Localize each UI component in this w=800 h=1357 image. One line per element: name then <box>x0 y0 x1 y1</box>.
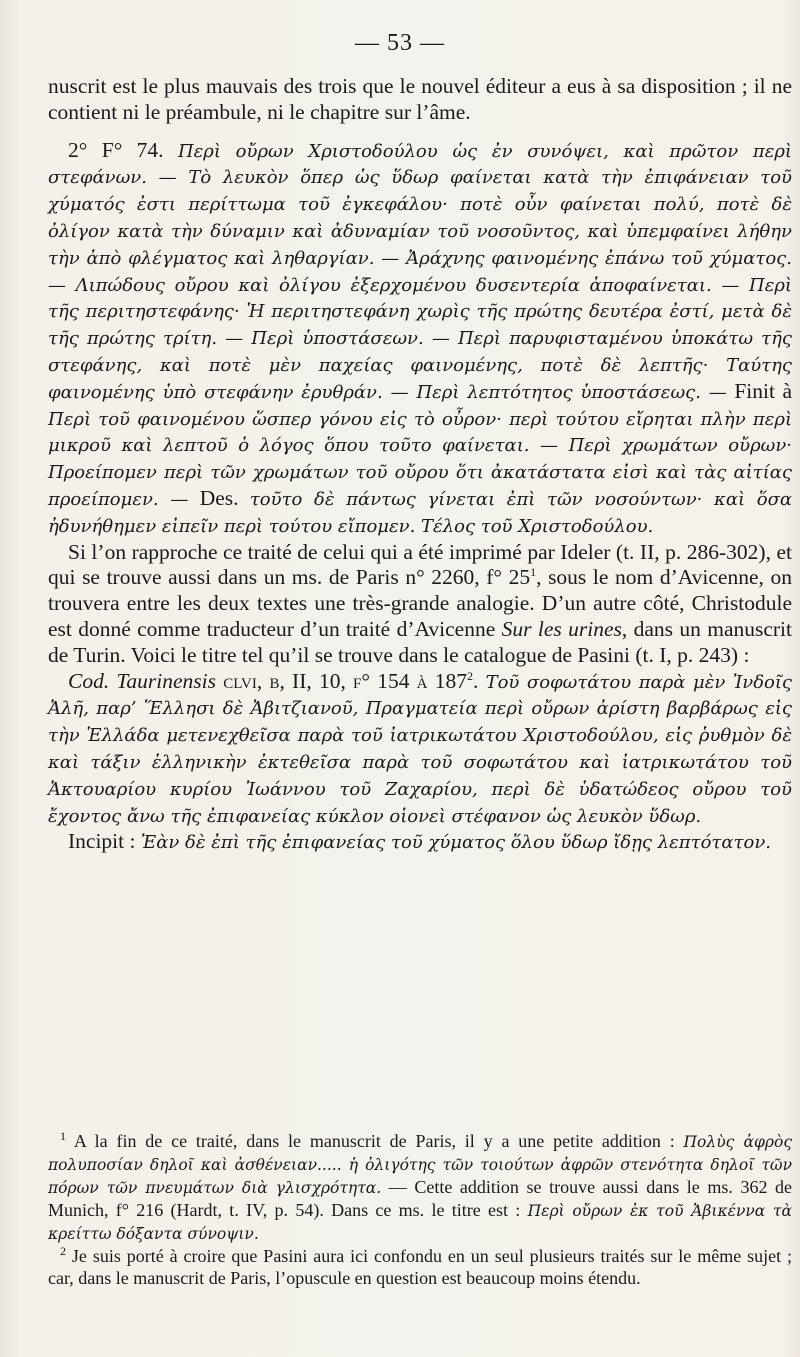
des-label: Des. <box>199 485 239 510</box>
greek-passage-2: Περὶ τοῦ φαινομένου ὥσπερ γόνου εἰς τὸ οὖρον· περὶ τούτου εἴρηται πλὴν περὶ μικροῦ καὶ λεπτοῦ ὁ λόγος ὅπου τοῦτο φαίνεται. — Περὶ χρωμάτων οὔρων· Προείπομεν περὶ τῶν χρωμάτων τοῦ οὔρου ὅτι ἀκατάστατα εἰσὶ καὶ τὰς αἰτίας προείπομεν. — <box>48 408 792 510</box>
greek-passage-1: Περὶ οὔρων Χριστοδούλου ὡς ἐν συνόψει, καὶ πρῶτον περὶ στεφάνων. — Τὸ λευκὸν ὅπερ ὡς ὕδωρ φαίνεται κατὰ τὴν ἐπιφάνειαν τοῦ χύματός ἐστι περίττωμα τοῦ ἐγκεφάλου· ποτὲ οὖν φαίνεται πολύ, ποτὲ δὲ ὀλίγον κατὰ τὴν δύναμιν καὶ ἀδυναμίαν τοῦ νοσοῦντος, καὶ ὑπεμφαίνει λήθην τὴν ἀπὸ φλέγματος καὶ ληθαργίαν. — Ἀράχνης φαινομένης ἐπάνω τοῦ χύματος. — Λιπώδους οὔρου καὶ ὀλίγου ἐξερχομένου δυσεντερία ἀποφαίνεται. — Περὶ τῆς περιτηστεφάνης· Ἡ περιτηστεφάνη χωρὶς τῆς πρώτης δευτέρα ἐστί, μετὰ δὲ τῆς πρώτης τρίτη. — Περὶ ὑποστάσεων. — Περὶ παρυφισταμένου ὑποκάτω τῆς στεφάνης, καὶ ποτὲ μὲν παχείας φαινομένης, ποτὲ δὲ λεπτῆς· Ταύτης φαινομένης ὑπὸ στεφάνην ἐρυθράν. — Περὶ λεπτότητος ὑποστάσεως. — <box>48 140 792 403</box>
footnote-1-number: 1 <box>60 1129 66 1143</box>
comparison-text-c: , dans un manuscrit de Turin. Voici le titre tel qu’il se trouve dans le catalogue de Pasini (t. I, p. 243) : <box>48 616 793 667</box>
paragraph-comparison <box>48 540 792 669</box>
footnotes <box>48 1130 792 1289</box>
comparison-text-b: , sous le nom d’Avicenne, on trouvera entre les deux textes une très-grande analogie. D’un autre côté, Christodule est donné comme traducteur d’un traité d’Avicenne <box>48 565 792 641</box>
footnote-1-text-a: A la fin de ce traité, dans le manuscrit de Paris, il y a une petite addition : <box>73 1131 675 1151</box>
page-number: — 53 — <box>355 30 445 56</box>
footnote-ref-2: 2 <box>466 668 473 683</box>
codex-greek-title: Τοῦ σοφωτάτου παρὰ μὲν Ἰνδοῖς Ἀλῆ, παρ’ Ἕλλησι δὲ Ἀβιτζιανοῦ, Πραγματεία περὶ οὔρων ἀρίστη βαρβάρως εἰς τὴν Ἑλλάδα μετενεχθεῖσα παρὰ τοῦ ἰατρικωτάτου Χριστοδούλου, εἰς ῥυθμὸν δὲ καὶ τάξιν ἑλληνικὴν ἐκτεθεῖσα παρὰ τοῦ σοφωτάτου καὶ ἰατρικωτάτου τοῦ Ἀκτουαρίου κυρίου Ἰωάννου τοῦ Ζαχαρίου, περὶ δὲ ὑδατώδεος οὔρου τοῦ ἔχοντος ἄνω τῆς ἐπιφανείας κύκλον οἱονεὶ στέφανον ὡς λευκὸν ὕδωρ. <box>48 671 793 827</box>
comparison-text-a: Si l’on rapproche ce traité de celui qui a été imprimé par Ideler (t. II, p. 286-302), et qui se trouve aussi dans un ms. de Paris n° 2260, f° 25 <box>48 539 792 590</box>
footnote-2-text: Je suis porté à croire que Pasini aura ici confondu en un seul plusieurs traités sur le même sujet ; car, dans le manuscrit de Paris, l’opuscule en question est beaucoup moins étendu. <box>48 1246 793 1288</box>
greek-passage-3: τοῦτο δὲ πάντως γίνεται ἐπὶ τῶν νοσούντων· καὶ ὅσα ἠδυνήθημεν εἰπεῖν περὶ τούτου εἴπομεν. Τέλος τοῦ Χριστοδούλου. <box>48 488 793 537</box>
paragraph-incipit <box>48 829 792 856</box>
finit-label: Finit à <box>734 378 793 403</box>
title-italic: Sur les urines <box>501 616 622 641</box>
paragraph-item-2 <box>48 138 792 540</box>
paragraph-codex: Cod. Taurinensis clvi, b, II, 10, f° 154 à $187^2$. Τοῦ σοφωτάτου παρὰ μὲν Ἰνδοῖς Ἀλῆ, παρ’ Ἕλλησι δὲ Ἀβιτζιανοῦ, Πραγματεία περὶ οὔρων ἀρίστη βαρβάρως εἰς τὴν Ἑλλάδα μετενεχθεῖσα παρὰ τοῦ ἰατρικωτάτου Χριστοδούλου, εἰς ῥυθμὸν δὲ καὶ τάξιν ἑλληνικὴν ἐκτεθεῖσα παρὰ τοῦ σοφωτάτου καὶ ἰατρικωτάτου τοῦ Ἀκτουαρίου κυρίου Ἰωάννου τοῦ Ζαχαρίου, περὶ δὲ ὑδατώδεος οὔρου τοῦ ἔχοντος ἄνω τῆς ἐπιφανείας κύκλον οἱονεὶ στέφανον ὡς λευκὸν ὕδωρ. <box>48 668 793 827</box>
footnote-1 <box>48 1130 792 1245</box>
incipit-label: Incipit : <box>68 829 136 854</box>
paragraph-continuation: nuscrit est le plus mauvais des trois que le nouvel éditeur a eus à sa disposition ; il ne contient ni le préambule, ni le chapitre sur l’âme. <box>48 74 792 124</box>
footnote-2-number: 2 <box>60 1244 66 1258</box>
footnote-1-greek-1: Πολὺς ἀφρὸς πολυποσίαν δηλοῖ καὶ ἀσθένειαν..... ἡ ὀλιγότης τῶν τοιούτων ἀφρῶν στενότητα δηλοῖ τῶν πόρων τῶν πνευμάτων διὰ γλισχρότητα. <box>48 1133 793 1197</box>
footnote-2 <box>48 1245 792 1289</box>
folio-reference: 2° F° 74. <box>68 137 164 162</box>
main-text <box>48 74 792 856</box>
footnote-1-greek-2: Περὶ οὔρων ἐκ τοῦ Ἀβικέννα τὰ κρείττω δόξαντα σύνοψιν. <box>48 1202 793 1243</box>
incipit-greek: Ἐὰν δὲ ἐπὶ τῆς ἐπιφανείας τοῦ χύματος ὅλου ὕδωρ ἴδῃς λεπτότατον. <box>140 832 771 854</box>
codex-name: Cod. Taurinensis <box>68 668 217 693</box>
codex-reference: clvi, b, II, 10, f° 154 à 187 <box>223 668 467 693</box>
footnote-1-text-b: — Cette addition se trouve aussi dans le ms. 362 de Munich, f° 216 (Hardt, t. IV, p. 54). Dans ce ms. le titre est : <box>48 1177 793 1220</box>
footnote-ref-1: 1 <box>530 565 537 580</box>
